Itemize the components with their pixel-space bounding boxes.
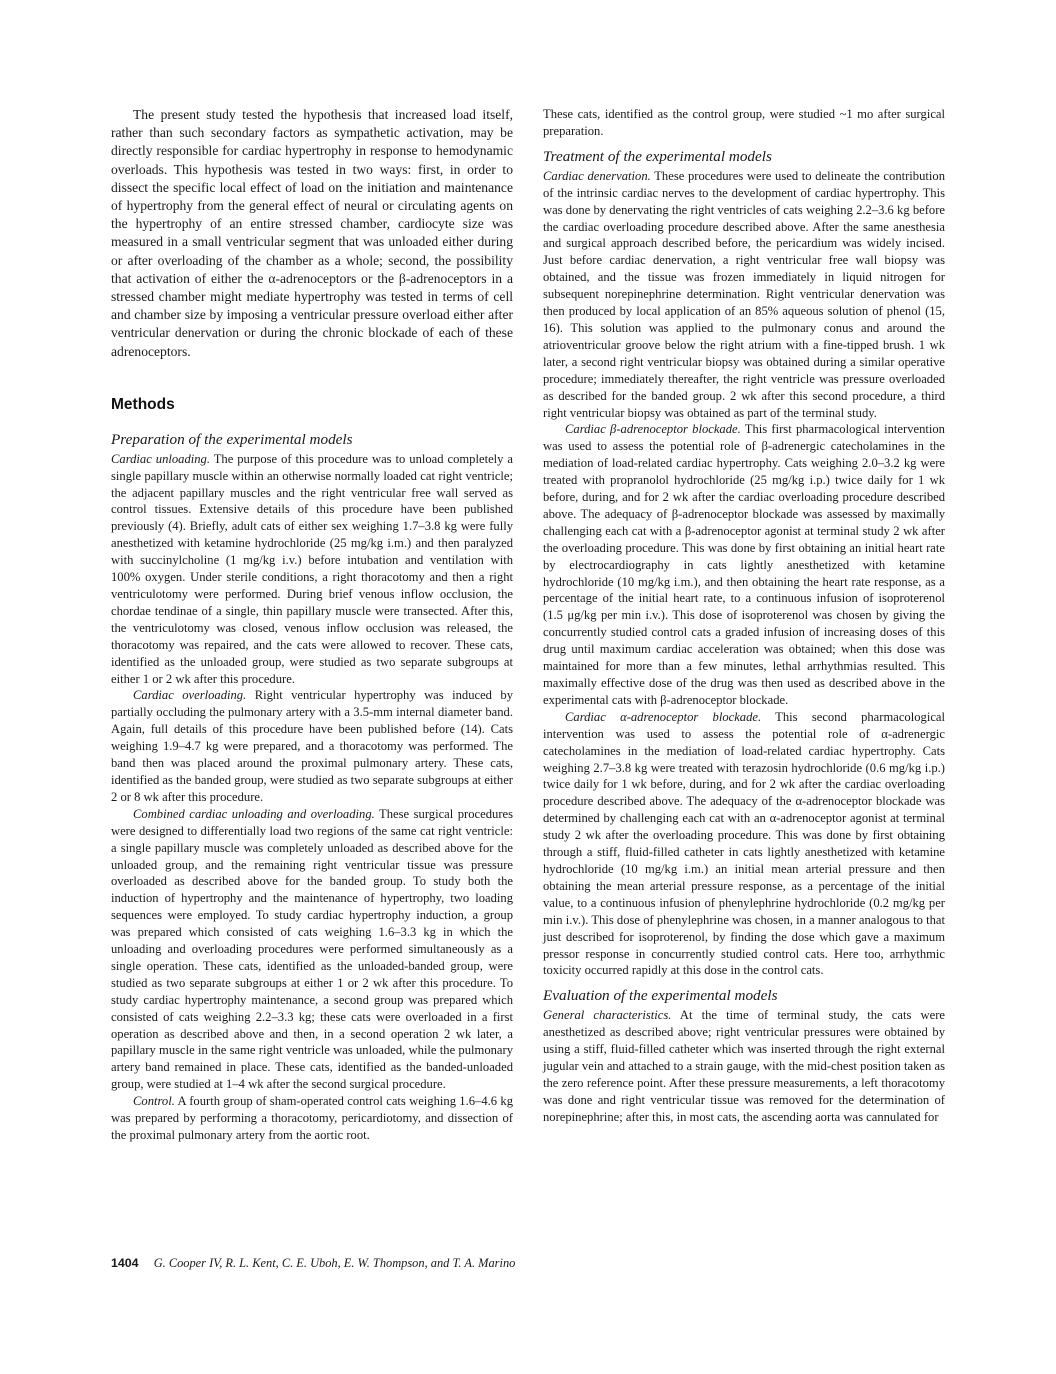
general-characteristics-paragraph <box>543 1007 945 1125</box>
cardiac-unloading-paragraph <box>111 451 513 688</box>
control-continued-paragraph: These cats, identified as the control group, were studied ~1 mo after surgical preparation. <box>543 107 945 138</box>
general-characteristics-label: General characteristics. <box>543 1008 672 1023</box>
combined-label: Combined cardiac unloading and overloading. <box>133 806 375 821</box>
right-column <box>543 106 945 1126</box>
page-footer <box>111 1256 515 1271</box>
cardiac-overloading-paragraph <box>111 687 513 805</box>
alpha-blockade-paragraph <box>543 709 945 980</box>
beta-blockade-text: This first pharmacological intervention was used to assess the potential role of β-adrenergic catecholamines in the mediation of load-related cardiac hypertrophy. Cats weighing 2.0–3.2 kg were treated with propranolol hydrochloride (25 mg/kg i.p.) twice daily for 1 wk before, during, and for 2 wk after the cardiac overloading procedure described above. The adequacy of β-adrenoceptor blockade was assessed by maximally challenging each cat with a β-adrenoceptor agonist at terminal study 2 wk after the overloading procedure. This was done by first obtaining an initial heart rate by electrocardiography in cats lightly anesthetized with ketamine hydrochloride (10 mg/kg i.m.), and then obtaining the heart rate response, as a percentage of the initial heart rate, to a continuous infusion of isoproterenol (1.5 μg/kg per min i.v.). This dose of isoproterenol was chosen by giving the concurrently studied control cats a graded infusion of increasing doses of this drug until maximum cardiac acceleration was obtained; when this dose was maintained for more than a few minutes, lethal arrhythmias resulted. This maximally effective dose of the drug was then used as described above in the experimental cats with β-adrenoceptor blockade. <box>543 422 945 707</box>
control-label: Control. <box>133 1094 175 1109</box>
preparation-heading: Preparation of the experimental models <box>111 430 353 448</box>
evaluation-heading: Evaluation of the experimental models <box>543 987 778 1005</box>
denervation-paragraph <box>543 168 945 422</box>
beta-blockade-label: Cardiac β-adrenoceptor blockade. <box>565 422 741 437</box>
beta-blockade-paragraph <box>543 421 945 708</box>
intro-paragraph: The present study tested the hypothesis that increased load itself, rather than such secondary factors as sympathetic activation, may be directly responsible for cardiac hypertrophy in response to hemodynamic overloads. This hypothesis was tested in two ways: first, in order to dissect the specific local effect of load on the initiation and maintenance of hypertrophy from the general effect of neural or circulating agents on the hypertrophy of an entire stressed chamber, cardiocyte size was measured in a small ventricular segment that was unloaded either during or after overloading of the chamber as a whole; second, the possibility that activation of either the α-adrenoceptors or the β-adrenoceptors in a stressed chamber might mediate hypertrophy was tested in terms of cell and chamber size by imposing a ventricular pressure overload either after ventricular denervation or during the chronic blockade of each of these adrenoceptors. <box>111 107 513 359</box>
general-characteristics-text: At the time of terminal study, the cats were anesthetized as described above; right ventricular pressures were obtained by using a stiff, fluid-filled catheter which was inserted through the right external jugular vein and attached to a strain gauge, with the mid-chest position taken as the zero reference point. After these pressure measurements, a left thoracotomy was done and right ventricular tissue was removed for the determination of norepinephrine; after this, in most cats, the ascending aorta was cannulated for <box>543 1008 945 1124</box>
cardiac-overloading-text: Right ventricular hypertrophy was induced by partially occluding the pulmonary artery with a 3.5-mm internal diameter band. Again, full details of this procedure have been published before (14). Cats weighing 1.9–4.7 kg were prepared, and a thoracotomy was performed. The band then was placed around the proximal pulmonary artery. These cats, identified as the banded group, were studied as two separate subgroups at either 2 or 8 wk after this procedure. <box>111 688 513 804</box>
cardiac-unloading-label: Cardiac unloading. <box>111 451 210 466</box>
control-paragraph <box>111 1093 513 1144</box>
combined-text: These surgical procedures were designed to differentially load two regions of the same cat right ventricle: a single papillary muscle was completely unloaded as described above for the unloaded group, and the remaining right ventricular tissue was pressure overloaded as described above for the banded group. To study both the induction of hypertrophy and the maintenance of hypertrophy, two loading sequences were employed. To study cardiac hypertrophy induction, a group was prepared which consisted of cats weighing 1.6–3.3 kg in which the unloading and overloading procedures were performed simultaneously as a single operation. These cats, identified as the unloaded-banded group, were studied as two separate subgroups at either 1 or 2 wk after this procedure. To study cardiac hypertrophy maintenance, a second group was prepared which consisted of cats weighing 2.2–3.3 kg; these cats were overloaded in a first operation as described above and then, in a second operation 2 wk later, a papillary muscle in the same right ventricle was unloaded, while the pulmonary artery band remained in place. These cats, identified as the banded-unloaded group, were studied at 1–4 wk after the second surgical procedure. <box>111 806 514 1092</box>
denervation-label: Cardiac denervation. <box>543 168 651 183</box>
page-number: 1404 <box>111 1256 139 1270</box>
combined-paragraph <box>111 806 513 1093</box>
treatment-heading: Treatment of the experimental models <box>543 147 772 165</box>
alpha-blockade-text: This second pharmacological intervention was used to assess the potential role of α-adrenergic catecholamines in the mediation of load-related cardiac hypertrophy. Cats weighing 2.7–3.8 kg were treated with terazosin hydrochloride (0.6 mg/kg i.p.) twice daily for 1 wk before, during, and for 2 wk after the cardiac overloading procedure described above. The adequacy of the α-adrenoceptor blockade was determined by challenging each cat with an α-adrenoceptor agonist at terminal study 2 wk after the overloading procedure. This was done by first obtaining through a stiff, fluid-filled catheter in cats lightly anesthetized with ketamine hydrochloride (10 mg/kg i.m.) an initial mean arterial pressure and then obtaining the mean arterial pressure response, as a percentage of the initial value, to a continuous infusion of phenylephrine hydrochloride (0.2 mg/kg per min i.v.). This dose of phenylephrine was chosen, in a manner analogous to that just described for isoproterenol, by finding the dose which gave a maximum pressor response in concurrently studied control cats. Here too, arrhythmic toxicity occurred rapidly at this dose in the control cats. <box>543 709 945 978</box>
cardiac-unloading-text: The purpose of this procedure was to unload completely a single papillary muscle within an otherwise normally loaded cat right ventricle; the adjacent papillary muscles and the right ventricular free wall served as control tissues. Extensive details of this procedure have been published previously (4). Briefly, adult cats of either sex weighing 1.7–3.8 kg were fully anesthetized with ketamine hydrochloride (25 mg/kg i.m.) and then paralyzed with succinylcholine (1 mg/kg i.v.) before intubation and ventilation with 100% oxygen. Under sterile conditions, a right thoracotomy and then a right ventriculotomy were performed. During brief venous inflow occlusion, the chordae tendinae of a single, thin papillary muscle were transected. After this, the ventriculotomy was closed, venous inflow occlusion was released, the thoracotomy was repaired, and the cats were allowed to recover. These cats, identified as the unloaded group, were studied as two separate subgroups at either 1 or 2 wk after this procedure. <box>111 451 513 686</box>
cardiac-overloading-label: Cardiac overloading. <box>133 688 247 703</box>
methods-heading: Methods <box>111 395 175 413</box>
running-footer-authors: G. Cooper IV, R. L. Kent, C. E. Uboh, E. W. Thompson, and T. A. Marino <box>153 1256 516 1270</box>
alpha-blockade-label: Cardiac α-adrenoceptor blockade. <box>565 709 762 724</box>
denervation-text: These procedures were used to delineate the contribution of the intrinsic cardiac nerves to the development of cardiac hypertrophy. This was done by denervating the right ventricles of cats weighing 2.2–3.6 kg before the cardiac overloading procedure described above. After the same anesthesia and surgical approach described before, the pericardium was widely incised. Just before cardiac denervation, a right ventricular free wall biopsy was obtained, and the tissue was frozen immediately in liquid nitrogen for subsequent norepinephrine determination. Right ventricular denervation was then produced by local application of an 85% aqueous solution of phenol (15, 16). This solution was applied to the pulmonary conus and around the atrioventricular groove below the right atrium with a fine-tipped brush. 1 wk later, a second right ventricular biopsy was obtained during a similar operative procedure; immediately thereafter, the right ventricle was pressure overloaded as described for the banded group. 2 wk after this second procedure, a third right ventricular biopsy was obtained as part of the terminal study. <box>543 168 945 420</box>
control-text: A fourth group of sham-operated control cats weighing 1.6–4.6 kg was prepared by performing a thoracotomy, pericardiotomy, and dissection of the proximal pulmonary artery from the aortic root. <box>111 1094 513 1142</box>
left-column <box>111 106 513 1144</box>
